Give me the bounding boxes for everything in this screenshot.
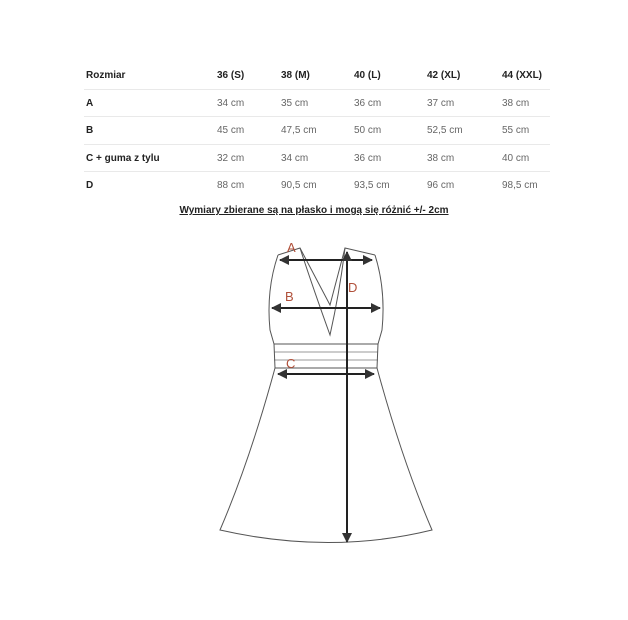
dress-outline — [220, 248, 432, 543]
table-cell: 40 cm — [502, 152, 530, 164]
header-36: 36 (S) — [217, 70, 245, 81]
table-cell: 52,5 cm — [427, 125, 463, 136]
table-cell: 34 cm — [217, 97, 245, 109]
table-cell: 90,5 cm — [281, 180, 317, 191]
measurement-note: Wymiary zbierane są na płasko i mogą się różnić +/- 2cm — [179, 205, 449, 216]
table-cell: 96 cm — [427, 180, 455, 191]
table-cell: 32 cm — [217, 152, 245, 164]
measure-c-label: C — [286, 356, 296, 371]
table-cell: 34 cm — [281, 152, 309, 164]
table-cell: 38 cm — [427, 152, 455, 164]
row-label: B — [86, 125, 94, 136]
header-42: 42 (XL) — [427, 70, 461, 81]
table-cell: 88 cm — [217, 180, 245, 191]
table-cell: 93,5 cm — [354, 180, 390, 191]
table-cell: 50 cm — [354, 125, 382, 136]
header-40: 40 (L) — [354, 70, 381, 81]
table-cell: 38 cm — [502, 97, 530, 109]
measure-d-label: D — [348, 280, 358, 295]
table-cell: 35 cm — [281, 97, 309, 109]
table-cell: 55 cm — [502, 125, 530, 136]
table-cell: 45 cm — [217, 125, 245, 136]
row-label: C + guma z tylu — [86, 152, 160, 164]
table-cell: 47,5 cm — [281, 125, 317, 136]
header-size: Rozmiar — [86, 70, 126, 81]
table-cell: 37 cm — [427, 97, 455, 109]
header-38: 38 (M) — [281, 70, 310, 81]
measure-b-label: B — [285, 289, 294, 304]
row-label: D — [86, 180, 94, 191]
table-cell: 36 cm — [354, 97, 382, 109]
table-cell: 36 cm — [354, 152, 382, 164]
row-label: A — [86, 97, 94, 109]
header-44: 44 (XXL) — [502, 70, 543, 81]
table-cell: 98,5 cm — [502, 180, 538, 191]
measure-a-label: A — [287, 240, 296, 255]
